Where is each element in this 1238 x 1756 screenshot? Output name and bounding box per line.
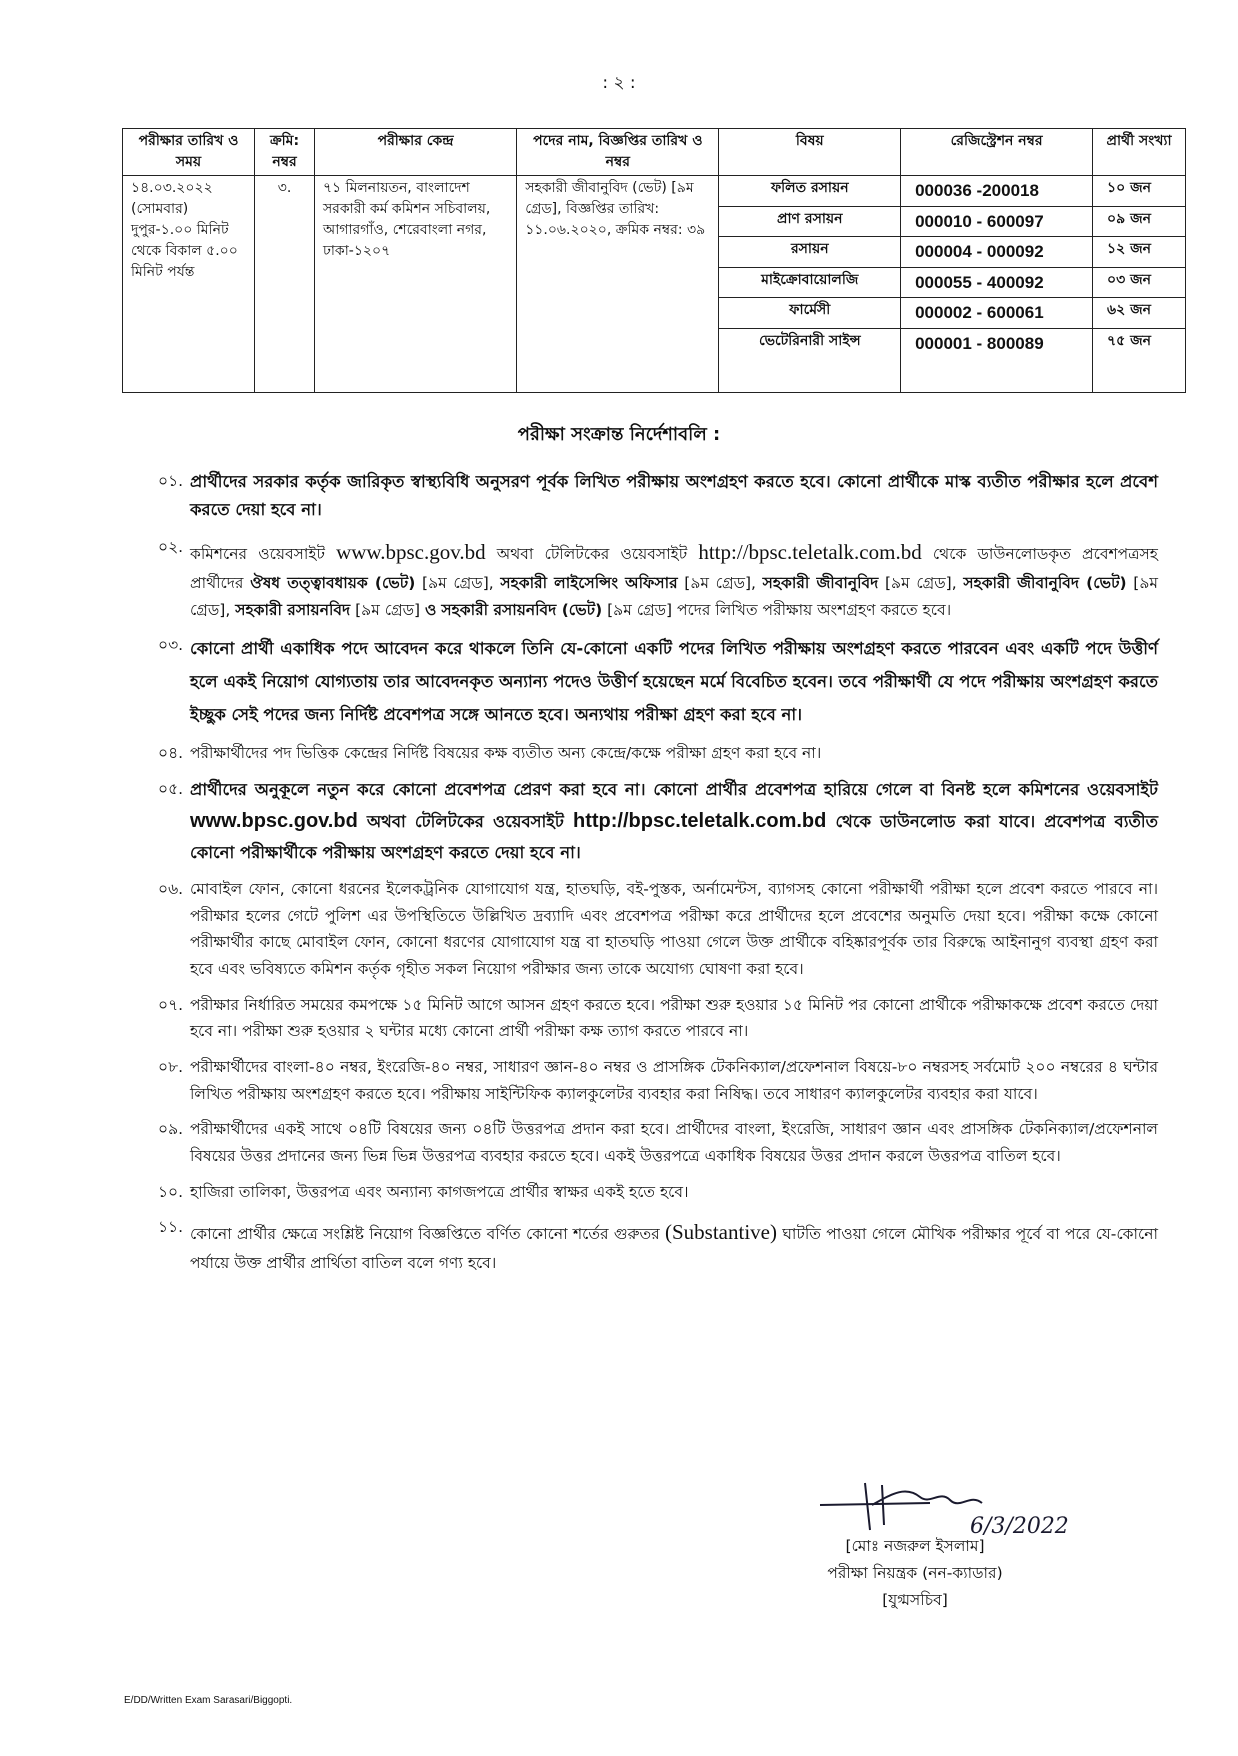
instruction-item: [158, 468, 1158, 525]
page-number: : ২ :: [602, 73, 636, 93]
instruction-number: ০২.: [158, 537, 184, 556]
subject-cell: রসায়ন: [719, 237, 901, 268]
instruction-item: [158, 876, 1158, 983]
signatory-rank: [যুগ্মসচিব]: [882, 1591, 948, 1610]
instruction-text: [190, 776, 1158, 867]
text-segment: অথবা টেলিটকের ওয়েবসাইট: [366, 812, 564, 832]
subject-cell: মাইক্রোবায়োলজি: [719, 267, 901, 298]
instruction-text: মোবাইল ফোন, কোনো ধরনের ইলেকট্রনিক যোগাযোগ যন্ত্র, হাতঘড়ি, বই-পুস্তক, অর্নামেন্টস, ব্যাগসহ কোনো পরীক্ষার্থী পরীক্ষা হলে প্রবেশ করতে পারবে না। পরীক্ষার হলের গেটে পুলিশ এর উপস্থিতিতে উল্লিখিত দ্রব্যাদি এবং প্রবেশপত্র পরীক্ষা করে প্রার্থীদের হলে প্রবেশের অনুমতি দেয়া হবে। পরীক্ষা কক্ষে কোনো পরীক্ষার্থীর কাছে মোবাইল ফোন, কোনো ধরণের যোগাযোগ যন্ত্র বা হাতঘড়ি পাওয়া গেলে উক্ত প্রার্থীকে বহিষ্কারপূর্বক তার বিরুদ্ধে আইনানুগ ব্যবস্থা গ্রহণ করা হবে এবং ভবিষ্যতে কমিশন কর্তৃক গৃহীত সকল নিয়োগ পরীক্ষার জন্য তাকে অযোগ্য ঘোষণা করা হবে।: [190, 879, 1158, 978]
instruction-text: পরীক্ষার্থীদের বাংলা-৪০ নম্বর, ইংরেজি-৪০ নম্বর, সাধারণ জ্ঞান-৪০ নম্বর ও প্রাসঙ্গিক টেকনিক্যাল/প্রফেশনাল বিষয়ে-৮০ নম্বরসহ সর্বমোট ২০০ নম্বরের ৪ ঘন্টার লিখিত পরীক্ষায় অংশগ্রহণ করতে হবে। পরীক্ষায় সাইন্টিফিক ক্যালকুলেটর ব্যবহার করা নিষিদ্ধ। তবে সাধারণ ক্যালকুলেটর ব্যবহার করা যাবে।: [190, 1057, 1158, 1103]
subject-cell: ভেটেরিনারী সাইন্স: [719, 328, 901, 392]
candidate-count-cell: ০৯ জন: [1093, 206, 1186, 237]
header-post: পদের নাম, বিজ্ঞপ্তির তারিখ ও নম্বর: [517, 129, 719, 176]
english-term: (Substantive): [665, 1220, 777, 1245]
instructions-list: [158, 468, 1158, 1286]
instructions-heading: পরীক্ষা সংক্রান্ত নির্দেশাবলি :: [517, 424, 721, 445]
instruction-item: [158, 992, 1158, 1045]
subject-cell: ফলিত রসায়ন: [719, 176, 901, 207]
registration-cell: 000002 - 600061: [901, 298, 1093, 329]
instruction-text: হাজিরা তালিকা, উত্তরপত্র এবং অন্যান্য কাগজপত্রে প্রার্থীর স্বাক্ষর একই হতে হবে।: [190, 1182, 689, 1201]
post-name: ঔষধ তত্ত্বাবধায়ক (ভেট): [250, 573, 416, 592]
instruction-number: ১০.: [158, 1182, 184, 1201]
exam-date-time: ১৪.০৩.২০২২ (সোমবার) দুপুর-১.০০ মিনিট থেকে বিকাল ৫.০০ মিনিট পর্যন্ত: [123, 176, 255, 393]
text-segment: প্রার্থীদের অনুকূলে নতুন করে কোনো প্রবেশপত্র প্রেরণ করা হবে না। কোনো প্রার্থীর প্রবেশপত্র হারিয়ে গেলে বা বিনষ্ট হলে কমিশনের ওয়েবসাইট: [190, 779, 1158, 799]
registration-cell: 000004 - 000092: [901, 237, 1093, 268]
signatory-designation: পরীক্ষা নিয়ন্ত্রক (নন-ক্যাডার): [827, 1564, 1003, 1583]
instruction-number: ১১.: [158, 1218, 184, 1237]
header-center: পরীক্ষার কেন্দ্র: [314, 129, 516, 176]
instruction-text: পরীক্ষার্থীদের পদ ভিত্তিক কেন্দ্রের নির্দিষ্ট বিষয়ের কক্ষ ব্যতীত অন্য কেন্দ্রে/কক্ষে পরীক্ষা গ্রহণ করা হবে না।: [190, 744, 822, 763]
registration-cell: 000036 -200018: [901, 176, 1093, 207]
instruction-number: ০৭.: [158, 995, 184, 1014]
instruction-text: পরীক্ষার নির্ধারিত সময়ের কমপক্ষে ১৫ মিনিট আগে আসন গ্রহণ করতে হবে। পরীক্ষা শুরু হওয়ার ১৫ মিনিট পর কোনো প্রার্থীকে পরীক্ষাকক্ষে প্রবেশ করতে দেয়া হবে না। পরীক্ষা শুরু হওয়ার ২ ঘন্টার মধ্যে কোনো প্রার্থী পরীক্ষা কক্ষ ত্যাগ করতে পারবে না।: [190, 995, 1158, 1041]
grade-text: [৯ম গ্রেড],: [885, 573, 957, 592]
instruction-number: ০৪.: [158, 744, 184, 763]
text-segment: কোনো প্রার্থীর ক্ষেত্রে সংশ্লিষ্ট নিয়োগ বিজ্ঞপ্তিতে বর্ণিত কোনো শর্তের গুরুতর: [190, 1225, 660, 1244]
header-candidates: প্রার্থী সংখ্যা: [1093, 129, 1186, 176]
table-row: [123, 176, 1186, 207]
text-segment: থেকে ডাউনলোডকৃত প্রবেশপত্রসহ প্রার্থীদের: [190, 544, 1158, 592]
instruction-number: ০৩.: [158, 636, 184, 655]
signatory-name: [মোঃ নজরুল ইসলাম]: [845, 1537, 985, 1555]
instruction-item: [158, 776, 1158, 867]
post-name: সহকারী জীবানুবিদ: [762, 573, 879, 592]
post-name: সহকারী জীবানুবিদ (ভেট): [963, 573, 1127, 592]
instruction-item: [158, 1054, 1158, 1107]
bpsc-website-link[interactable]: www.bpsc.gov.bd: [190, 810, 358, 833]
table-header-row: [123, 129, 1186, 176]
candidate-count-cell: ৭৫ জন: [1093, 328, 1186, 392]
instruction-item: [158, 534, 1158, 623]
registration-cell: 000055 - 400092: [901, 267, 1093, 298]
instruction-text: প্রার্থীদের সরকার কর্তৃক জারিকৃত স্বাস্থ্যবিধি অনুসরণ পূর্বক লিখিত পরীক্ষায় অংশগ্রহণ করতে হবে। কোনো প্রার্থীকে মাস্ক ব্যতীত পরীক্ষার হলে প্রবেশ করতে দেয়া হবে না।: [190, 472, 1158, 520]
candidate-count-cell: ১২ জন: [1093, 237, 1186, 268]
text-segment: অথবা টেলিটকের ওয়েবসাইট: [496, 544, 688, 563]
grade-text: [৯ম গ্রেড],: [190, 573, 1158, 619]
exam-schedule-table: [122, 128, 1186, 393]
instruction-text: কোনো প্রার্থী একাধিক পদে আবেদন করে থাকলে তিনি যে-কোনো একটি পদের লিখিত পরীক্ষায় অংশগ্রহণ করতে পারবেন এবং একটি পদে উত্তীর্ণ হলে একই নিয়োগ যোগ্যতায় তার আবেদনকৃত অন্যান্য পদেও উত্তীর্ণ হয়েছেন মর্মে বিবেচিত হবেন। তবে পরীক্ষার্থী যে পদে পরীক্ষায় অংশগ্রহণ করতে ইচ্ছুক সেই পদের জন্য নির্দিষ্ট প্রবেশপত্র সঙ্গে আনতে হবে। অন্যথায় পরীক্ষা গ্রহণ করা হবে না।: [190, 639, 1158, 725]
text-segment: [৯ম গ্রেড] পদের লিখিত পরীক্ষায় অংশগ্রহণ করতে হবে।: [607, 600, 952, 619]
instruction-number: ০৯.: [158, 1120, 184, 1139]
instruction-number: ০১.: [158, 472, 184, 490]
instruction-item: [158, 1214, 1158, 1277]
teletalk-website-link[interactable]: http://bpsc.teletalk.com.bd: [572, 810, 827, 833]
signature-date: 6/3/2022: [970, 1514, 1069, 1539]
candidate-count-cell: ১০ জন: [1093, 176, 1186, 207]
grade-text: [৯ম গ্রেড]: [355, 600, 421, 619]
instruction-number: ০৫.: [158, 779, 184, 798]
instruction-item: [158, 1116, 1158, 1169]
grade-text: [৯ম গ্রেড],: [422, 573, 494, 592]
instruction-text: পরীক্ষার্থীদের একই সাথে ০৪টি বিষয়ের জন্য ০৪টি উত্তরপত্র প্রদান করা হবে। প্রার্থীদের বাংলা, ইংরেজি, সাধারণ জ্ঞান এবং প্রাসঙ্গিক টেকনিক্যাল/প্রফেশনাল বিষয়ের উত্তর প্রদানের জন্য ভিন্ন ভিন্ন উত্তরপত্র ব্যবহার করতে হবে। একই উত্তরপত্রে একাধিক বিষয়ের উত্তর প্রদান করলে উত্তরপত্র বাতিল হবে।: [190, 1120, 1158, 1165]
text-segment: ও: [425, 600, 437, 619]
post-name: সহকারী লাইসেন্সিং অফিসার: [500, 573, 678, 592]
exam-center: ৭১ মিলনায়তন, বাংলাদেশ সরকারী কর্ম কমিশন সচিবালয়, আগারগাঁও, শেরেবাংলা নগর, ঢাকা-১২০৭: [314, 176, 516, 393]
instruction-text: [190, 1214, 1158, 1277]
header-date-time: পরীক্ষার তারিখ ও সময়: [123, 129, 255, 176]
instruction-number: ০৮.: [158, 1057, 184, 1076]
document-reference-code: E/DD/Written Exam Sarasari/Biggopti.: [124, 1695, 293, 1706]
post-name: সহকারী রসায়নবিদ (ভেট): [441, 600, 603, 619]
bpsc-website-link[interactable]: www.bpsc.gov.bd: [336, 539, 486, 564]
candidate-count-cell: ০৩ জন: [1093, 267, 1186, 298]
registration-cell: 000010 - 600097: [901, 206, 1093, 237]
signatory-block: [760, 1533, 1070, 1614]
header-serial: ক্রমি: নম্বর: [255, 129, 315, 176]
registration-cell: 000001 - 800089: [901, 328, 1093, 392]
header-registration: রেজিস্ট্রেশন নম্বর: [901, 129, 1093, 176]
instruction-item: [158, 740, 1158, 767]
text-segment: থেকে ডাউনলোড করা যাবে। প্রবেশপত্র ব্যতীত কোনো পরীক্ষার্থীকে পরীক্ষায় অংশগ্রহণ করতে দেয়া হবে না।: [190, 812, 1158, 862]
teletalk-website-link[interactable]: http://bpsc.teletalk.com.bd: [698, 539, 922, 564]
grade-text: [৯ম গ্রেড],: [684, 573, 756, 592]
subject-cell: প্রাণ রসায়ন: [719, 206, 901, 237]
instruction-item: [158, 632, 1158, 731]
post-name: সহকারী জীবানুবিদ (ভেট) [৯ম গ্রেড], বিজ্ঞপ্তির তারিখ: ১১.০৬.২০২০, ক্রমিক নম্বর: ৩৯: [517, 176, 719, 393]
instruction-number: ০৬.: [158, 879, 184, 898]
subject-cell: ফার্মেসী: [719, 298, 901, 329]
instruction-text: [190, 534, 1158, 623]
text-segment: ঘাটতি পাওয়া গেলে মৌখিক পরীক্ষার পূর্বে বা পরে যে-কোনো পর্যায়ে উক্ত প্রার্থীর প্রার্থিতা বাতিল বলে গণ্য হবে।: [190, 1225, 1158, 1273]
post-name: সহকারী রসায়নবিদ: [235, 600, 351, 619]
candidate-count-cell: ৬২ জন: [1093, 298, 1186, 329]
header-subject: বিষয়: [719, 129, 901, 176]
serial-number: ৩.: [255, 176, 315, 393]
instruction-item: [158, 1179, 1158, 1206]
text-segment: কমিশনের ওয়েবসাইট: [190, 544, 325, 563]
